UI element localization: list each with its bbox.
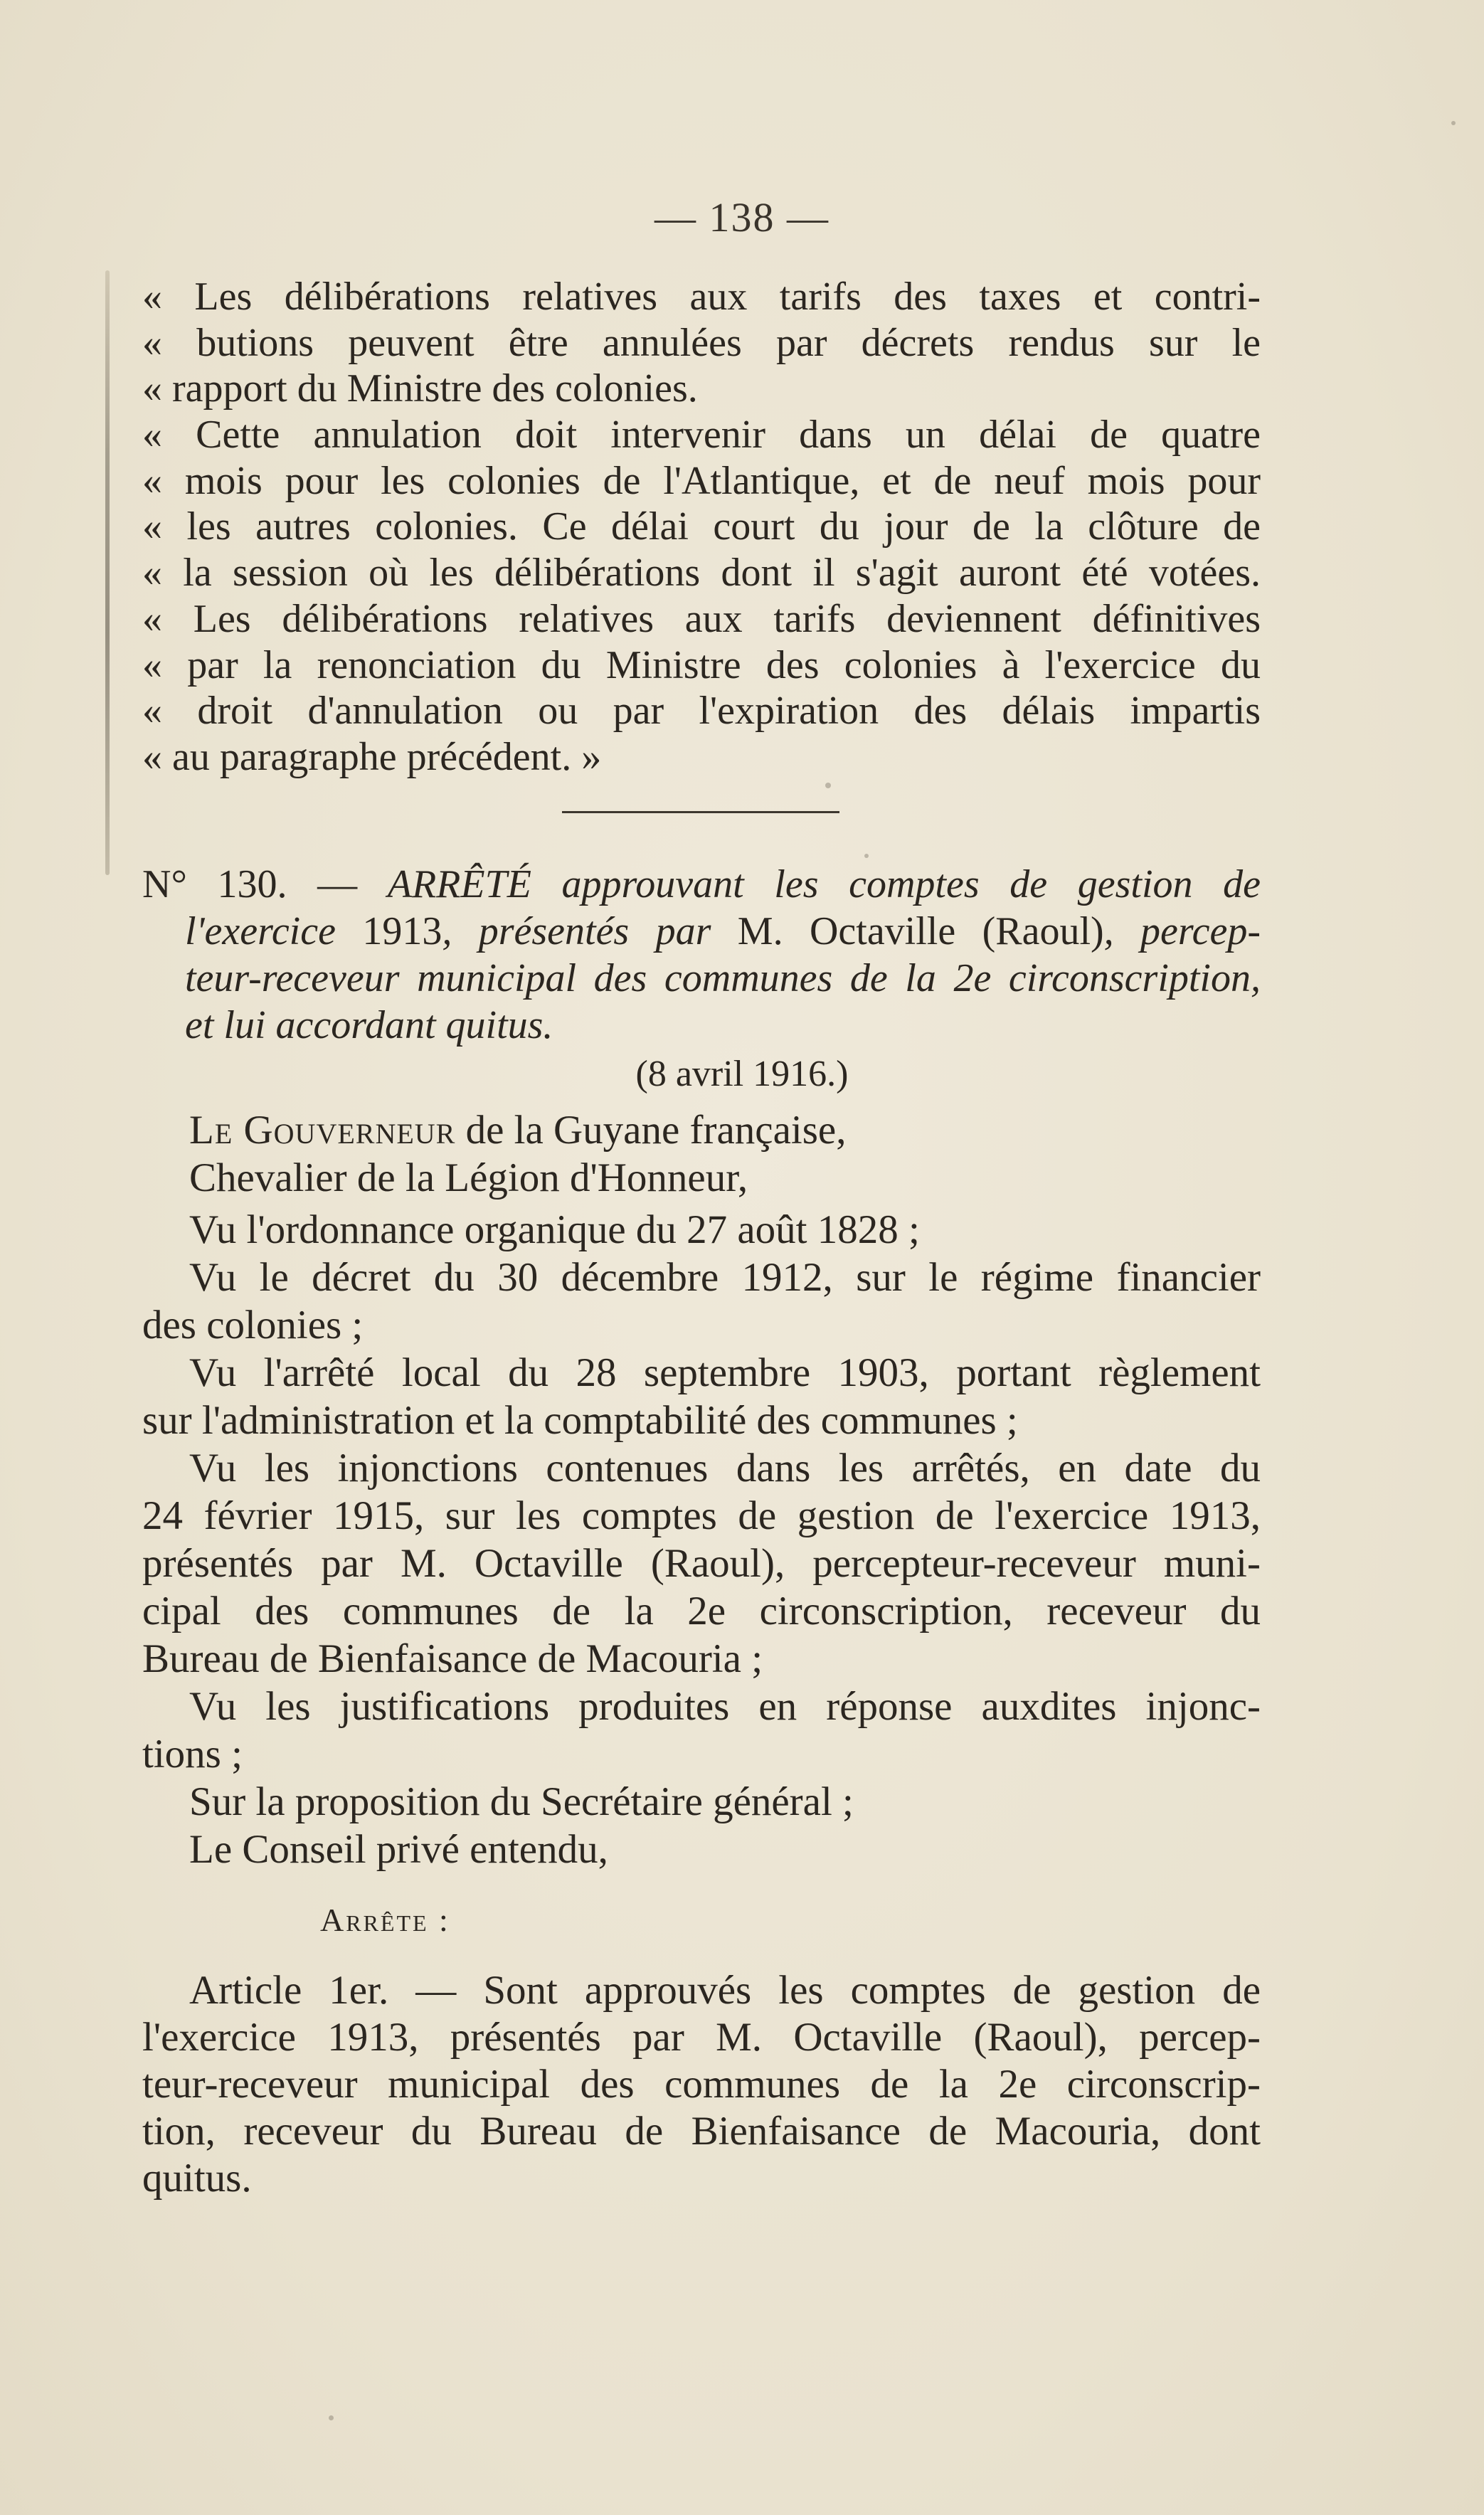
quote-line: « rapport du Ministre des colonies. bbox=[142, 366, 698, 411]
quote-line: « Cette annulation doit intervenir dans un délai de quatre bbox=[142, 413, 1261, 457]
article-line: quitus. bbox=[142, 2156, 252, 2201]
heading-dash: — bbox=[287, 862, 388, 906]
page-number: — 138 — bbox=[654, 194, 830, 240]
article-1 bbox=[142, 1967, 1261, 2202]
vu-line: sur l'administration et la comptabilité des communes ; bbox=[142, 1398, 1018, 1443]
heading-text: et lui accordant quitus. bbox=[185, 1003, 553, 1047]
heading-line-4 bbox=[142, 1002, 1261, 1049]
quote-line: « butions peuvent être annulées par décrets rendus sur le bbox=[142, 320, 1261, 365]
vu-line: Vu le décret du 30 décembre 1912, sur le régime financier bbox=[189, 1255, 1261, 1300]
heading-text: teur-receveur municipal des communes de la 2e circonscription, bbox=[185, 956, 1261, 1000]
proposal-line: Sur la proposition du Secrétaire général ; bbox=[189, 1779, 854, 1824]
vu-line: tions ; bbox=[142, 1732, 243, 1777]
article-line: Article 1er. — Sont approuvés les comptes de gestion de bbox=[189, 1968, 1261, 2013]
article-line: l'exercice 1913, présentés par M. Octaville (Raoul), percep- bbox=[142, 2015, 1261, 2060]
vu-line: Vu les justifications produites en réponse auxdites injonc- bbox=[189, 1684, 1261, 1729]
decree-heading bbox=[142, 861, 1261, 1049]
heading-person: M. Octaville (Raoul) bbox=[737, 909, 1104, 953]
vu-line: présentés par M. Octaville (Raoul), percepteur-receveur muni- bbox=[142, 1541, 1261, 1586]
council-line: Le Conseil privé entendu, bbox=[189, 1827, 608, 1872]
heading-line-1 bbox=[142, 861, 1261, 908]
vu-line: Vu l'ordonnance organique du 27 août 1828 ; bbox=[189, 1207, 920, 1252]
governor-title: Le Gouverneur bbox=[189, 1108, 456, 1153]
quote-line: « les autres colonies. Ce délai court du jour de la clôture de bbox=[142, 504, 1261, 549]
quote-line: « la session où les délibérations dont il s'agit auront été votées. bbox=[142, 551, 1261, 595]
quote-line: « Les délibérations relatives aux tarifs des taxes et contri- bbox=[142, 275, 1261, 319]
quote-line: « droit d'annulation ou par l'expiration des délais impartis bbox=[142, 689, 1261, 734]
vu-line: Vu les injonctions contenues dans les arrêtés, en date du bbox=[189, 1446, 1261, 1491]
vu-line: des colonies ; bbox=[142, 1303, 364, 1347]
heading-line-2 bbox=[142, 908, 1261, 955]
section-divider bbox=[562, 811, 839, 813]
vu-line: Bureau de Bienfaisance de Macouria ; bbox=[142, 1636, 763, 1681]
heading-text: l'exercice bbox=[185, 909, 363, 953]
decree-number: N° 130. bbox=[142, 862, 287, 906]
paper-speck bbox=[825, 783, 831, 788]
decree-preamble bbox=[142, 1106, 1261, 1873]
heading-text: , percep- bbox=[1103, 909, 1261, 953]
heading-text: approuvant les comptes de gestion de bbox=[531, 862, 1261, 906]
vu-line: Vu l'arrêté local du 28 septembre 1903, portant règlement bbox=[189, 1350, 1261, 1395]
vu-line: 24 février 1915, sur les comptes de gestion de l'exercice 1913, bbox=[142, 1493, 1261, 1538]
quote-line: « mois pour les colonies de l'Atlantique, et de neuf mois pour bbox=[142, 458, 1261, 503]
article-line: tion, receveur du Bureau de Bienfaisance de Macouria, dont bbox=[142, 2109, 1261, 2154]
heading-text: , présentés par bbox=[442, 909, 738, 953]
heading-year: 1913 bbox=[362, 909, 442, 953]
quoted-text bbox=[142, 274, 1261, 780]
paper-speck bbox=[864, 854, 869, 858]
governor-line bbox=[142, 1106, 1261, 1154]
chevalier-line: Chevalier de la Légion d'Honneur, bbox=[189, 1155, 748, 1200]
governor-text: de la Guyane française, bbox=[455, 1108, 847, 1153]
decree-date: (8 avril 1916.) bbox=[635, 1054, 849, 1094]
arrete-label: Arrête : bbox=[320, 1902, 450, 1938]
decree-title: ARRÊTÉ bbox=[387, 862, 531, 906]
paper-speck bbox=[329, 2415, 334, 2420]
vu-line: cipal des communes de la 2e circonscription, receveur du bbox=[142, 1589, 1261, 1634]
quote-line: « Les délibérations relatives aux tarifs deviennent définitives bbox=[142, 596, 1261, 641]
article-line: teur-receveur municipal des communes de la 2e circonscrip- bbox=[142, 2062, 1261, 2107]
quote-line: « par la renonciation du Ministre des colonies à l'exercice du bbox=[142, 642, 1261, 687]
margin-bar bbox=[105, 270, 110, 875]
paper-speck bbox=[1451, 121, 1456, 125]
heading-line-3 bbox=[142, 955, 1261, 1002]
quote-line: « au paragraphe précédent. » bbox=[142, 734, 602, 779]
